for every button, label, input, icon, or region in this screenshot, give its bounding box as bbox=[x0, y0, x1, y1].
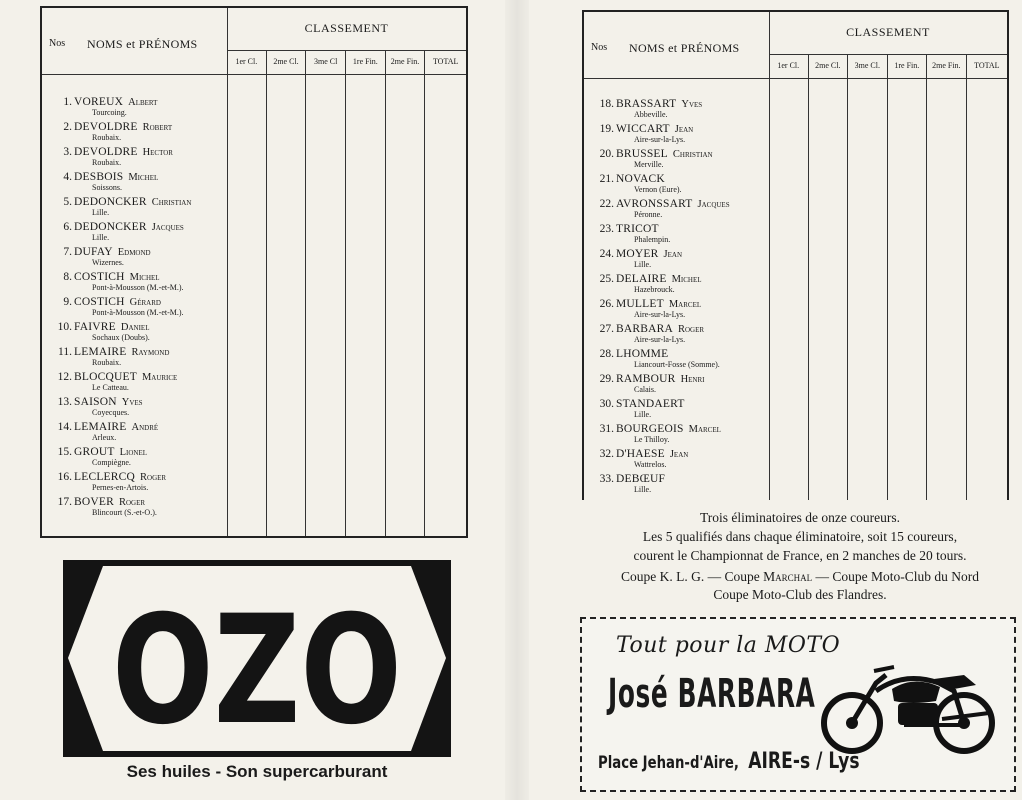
rider-city: Liancourt-Fosse (Somme). bbox=[634, 360, 720, 369]
rider-row bbox=[584, 448, 769, 473]
rider-name bbox=[616, 223, 664, 235]
rider-number: 24. bbox=[599, 248, 614, 260]
names-header bbox=[584, 12, 770, 78]
rider-row bbox=[42, 196, 227, 221]
rider-name bbox=[616, 373, 704, 385]
score-columns bbox=[769, 78, 1007, 500]
cups-line-1 bbox=[578, 568, 1022, 586]
rider-row bbox=[584, 373, 769, 398]
rider-row bbox=[584, 223, 769, 248]
rider-last-name: BRASSART bbox=[616, 98, 677, 110]
rider-row bbox=[42, 396, 227, 421]
rider-name bbox=[74, 246, 151, 258]
col-1er-cl: 1er Cl. bbox=[769, 54, 809, 78]
rider-row bbox=[42, 121, 227, 146]
rider-number: 6. bbox=[63, 221, 72, 233]
rider-name bbox=[74, 396, 143, 408]
rider-first-name: Marcel bbox=[688, 424, 721, 435]
rider-last-name: MOYER bbox=[616, 248, 659, 260]
moto-ad-slogan: Tout pour la MOTO bbox=[616, 633, 841, 658]
rider-name bbox=[74, 296, 161, 308]
rider-last-name: DESBOIS bbox=[74, 171, 124, 183]
rider-first-name: Edmond bbox=[117, 247, 151, 258]
barbara-moto-advertisement bbox=[580, 617, 1016, 792]
rider-first-name: Gérard bbox=[129, 297, 161, 308]
rider-last-name: DEVOLDRE bbox=[74, 121, 138, 133]
rider-list bbox=[584, 98, 769, 498]
rider-last-name: DEDONCKER bbox=[74, 196, 147, 208]
rider-first-name: Daniel bbox=[120, 322, 150, 333]
rider-last-name: DELAIRE bbox=[616, 273, 667, 285]
rider-row bbox=[42, 146, 227, 171]
rider-name bbox=[74, 146, 173, 158]
cups-list bbox=[578, 568, 1022, 604]
rider-number: 15. bbox=[57, 446, 72, 458]
cups-text-b: Marchal bbox=[763, 569, 813, 584]
rider-row bbox=[584, 198, 769, 223]
rider-number: 14. bbox=[57, 421, 72, 433]
rider-first-name: Maurice bbox=[141, 372, 178, 383]
rider-number: 29. bbox=[599, 373, 614, 385]
rider-last-name: GROUT bbox=[74, 446, 115, 458]
rider-last-name: BRUSSEL bbox=[616, 148, 668, 160]
rider-name bbox=[616, 448, 688, 460]
ozo-logo-graphic bbox=[63, 560, 451, 757]
rider-row bbox=[42, 446, 227, 471]
rider-row bbox=[42, 296, 227, 321]
info-line-3: courent le Championnat de France, en 2 manches de 20 tours. bbox=[633, 548, 967, 563]
rider-city: Tourcoing. bbox=[92, 108, 127, 117]
rider-city: Roubaix. bbox=[92, 158, 122, 167]
score-columns bbox=[227, 74, 466, 536]
rider-number: 22. bbox=[599, 198, 614, 210]
rider-city: Compiègne. bbox=[92, 458, 131, 467]
rider-city: Lille. bbox=[92, 233, 110, 242]
rider-city: Lille. bbox=[92, 208, 110, 217]
rider-row bbox=[584, 323, 769, 348]
rider-number: 10. bbox=[57, 321, 72, 333]
col-1er-cl: 1er Cl. bbox=[227, 50, 267, 74]
rider-name bbox=[74, 96, 157, 108]
rider-first-name: Raymond bbox=[131, 347, 170, 358]
rider-last-name: BOURGEOIS bbox=[616, 423, 684, 435]
rider-name bbox=[616, 273, 702, 285]
table-header bbox=[42, 8, 466, 75]
rider-number: 26. bbox=[599, 298, 614, 310]
rider-first-name: Christian bbox=[672, 149, 713, 160]
rider-name bbox=[74, 271, 160, 283]
rider-number: 27. bbox=[599, 323, 614, 335]
rider-number: 4. bbox=[63, 171, 72, 183]
cups-text-c: — Coupe Moto-Club du Nord bbox=[815, 569, 979, 584]
col-total: TOTAL bbox=[432, 57, 459, 66]
col-1re-fin: 1re Fin. bbox=[346, 50, 386, 74]
riders-table-right bbox=[582, 10, 1009, 500]
rider-name bbox=[616, 248, 682, 260]
rider-city: Roubaix. bbox=[92, 358, 122, 367]
rider-row bbox=[584, 298, 769, 323]
rider-first-name: Roger bbox=[678, 324, 705, 335]
classement-label: CLASSEMENT bbox=[227, 8, 466, 51]
rider-city: Vernon (Eure). bbox=[634, 185, 682, 194]
rider-last-name: AVRONSSART bbox=[616, 198, 693, 210]
rider-city: Le Thilloy. bbox=[634, 435, 670, 444]
rider-name bbox=[616, 473, 670, 485]
rider-number: 7. bbox=[63, 246, 72, 258]
names-divider bbox=[227, 74, 228, 536]
rider-number: 9. bbox=[63, 296, 72, 308]
cups-line-2: Coupe Moto-Club des Flandres. bbox=[713, 587, 887, 602]
rider-city: Abbeville. bbox=[634, 110, 668, 119]
rider-row bbox=[42, 421, 227, 446]
rider-first-name: Jean bbox=[663, 249, 683, 260]
rider-last-name: MULLET bbox=[616, 298, 664, 310]
rider-first-name: Christian bbox=[151, 197, 192, 208]
page-fold bbox=[505, 0, 529, 800]
rider-number: 13. bbox=[57, 396, 72, 408]
rider-last-name: FAIVRE bbox=[74, 321, 116, 333]
cups-text-a: Coupe K. L. G. — Coupe bbox=[620, 569, 760, 584]
rider-row bbox=[42, 96, 227, 121]
rider-name bbox=[74, 121, 172, 133]
rider-first-name: Roger bbox=[118, 497, 146, 508]
rider-city: Pont-à-Mousson (M.-et-M.). bbox=[92, 283, 184, 292]
rider-name bbox=[74, 496, 145, 508]
rider-name bbox=[74, 221, 184, 233]
rider-first-name: Michel bbox=[128, 172, 159, 183]
rider-row bbox=[584, 273, 769, 298]
rider-row bbox=[42, 321, 227, 346]
rider-city: Roubaix. bbox=[92, 133, 122, 142]
rider-last-name: LEMAIRE bbox=[74, 421, 127, 433]
rider-name bbox=[616, 423, 721, 435]
rider-row bbox=[42, 221, 227, 246]
rider-city: Hazebrouck. bbox=[634, 285, 675, 294]
col-2me-fin: 2me Fin. bbox=[386, 50, 426, 74]
rider-number: 19. bbox=[599, 123, 614, 135]
rider-number: 21. bbox=[599, 173, 614, 185]
rider-number: 18. bbox=[599, 98, 614, 110]
col-3me-cl: 3me Cl bbox=[306, 50, 346, 74]
rider-last-name: WICCART bbox=[616, 123, 670, 135]
rider-row bbox=[42, 471, 227, 496]
rider-first-name: Jacques bbox=[151, 222, 184, 233]
col-2me-cl: 2me Cl. bbox=[267, 50, 307, 74]
rider-last-name: DEDONCKER bbox=[74, 221, 147, 233]
rider-last-name: TRICOT bbox=[616, 223, 659, 235]
rider-first-name: Albert bbox=[128, 97, 158, 108]
rider-city: Pont-à-Mousson (M.-et-M.). bbox=[92, 308, 184, 317]
rider-last-name: BARBARA bbox=[616, 323, 673, 335]
rider-number: 3. bbox=[63, 146, 72, 158]
rider-city: Péronne. bbox=[634, 210, 663, 219]
rider-last-name: BOVER bbox=[74, 496, 114, 508]
rider-name bbox=[616, 173, 670, 185]
rider-last-name: LECLERCQ bbox=[74, 471, 136, 483]
rider-first-name: Jean bbox=[669, 449, 689, 460]
rider-number: 11. bbox=[58, 346, 72, 358]
motorcycle-icon bbox=[814, 661, 999, 756]
rider-city: Merville. bbox=[634, 160, 664, 169]
rider-city: Aire-sur-la-Lys. bbox=[634, 310, 686, 319]
rider-row bbox=[42, 346, 227, 371]
rider-row bbox=[584, 98, 769, 123]
rider-number: 23. bbox=[599, 223, 614, 235]
rider-number: 5. bbox=[63, 196, 72, 208]
rider-row bbox=[584, 123, 769, 148]
column-headers bbox=[227, 50, 466, 74]
rider-row bbox=[584, 473, 769, 498]
rider-first-name: Jean bbox=[674, 124, 694, 135]
rider-first-name: Henri bbox=[680, 374, 705, 385]
rider-city: Lille. bbox=[634, 260, 652, 269]
ozo-logo-text: OZO bbox=[112, 584, 402, 757]
rider-number: 28. bbox=[599, 348, 614, 360]
rider-last-name: DUFAY bbox=[74, 246, 113, 258]
rider-city: Calais. bbox=[634, 385, 656, 394]
rider-last-name: SAISON bbox=[74, 396, 117, 408]
rider-last-name: LEMAIRE bbox=[74, 346, 127, 358]
rider-name bbox=[74, 171, 158, 183]
rider-city: Pernes-en-Artois. bbox=[92, 483, 149, 492]
rider-first-name: Marcel bbox=[668, 299, 702, 310]
column-headers bbox=[769, 54, 1007, 78]
rider-number: 31. bbox=[599, 423, 614, 435]
rider-first-name: Robert bbox=[142, 122, 173, 133]
col-1re-fin: 1re Fin. bbox=[888, 54, 928, 78]
ozo-tagline: Ses huiles - Son supercarburant bbox=[126, 762, 388, 781]
rider-last-name: DEVOLDRE bbox=[74, 146, 138, 158]
moto-ad-brand: José BARBARA bbox=[608, 671, 816, 717]
rider-last-name: VOREUX bbox=[74, 96, 124, 108]
info-line-2: Les 5 qualifiés dans chaque éliminatoire, soit 15 coureurs, bbox=[642, 529, 958, 544]
rider-number: 32. bbox=[599, 448, 614, 460]
rider-last-name: NOVACK bbox=[616, 173, 665, 185]
rider-name bbox=[74, 446, 147, 458]
ozo-advertisement bbox=[63, 560, 451, 757]
rider-number: 2. bbox=[63, 121, 72, 133]
rider-row bbox=[584, 423, 769, 448]
rider-row bbox=[42, 271, 227, 296]
rider-name bbox=[74, 471, 166, 483]
rider-last-name: LHOMME bbox=[616, 348, 669, 360]
rider-city: Lille. bbox=[634, 410, 652, 419]
rider-number: 17. bbox=[57, 496, 72, 508]
rider-row bbox=[42, 496, 227, 521]
rider-row bbox=[584, 148, 769, 173]
riders-table-left bbox=[40, 6, 468, 538]
rider-number: 16. bbox=[57, 471, 72, 483]
rider-row bbox=[584, 348, 769, 373]
col-2me-fin: 2me Fin. bbox=[927, 54, 967, 78]
rider-last-name: DEBŒUF bbox=[616, 473, 666, 485]
rider-row bbox=[584, 173, 769, 198]
rider-first-name: André bbox=[131, 422, 159, 433]
rider-name bbox=[616, 298, 701, 310]
rider-city: Aire-sur-la-Lys. bbox=[634, 335, 686, 344]
rider-row bbox=[42, 171, 227, 196]
rider-name bbox=[74, 321, 149, 333]
rider-last-name: BLOCQUET bbox=[74, 371, 137, 383]
rider-name bbox=[616, 323, 704, 335]
rider-first-name: Lionel bbox=[119, 447, 148, 458]
rider-last-name: RAMBOUR bbox=[616, 373, 676, 385]
rider-first-name: Michel bbox=[129, 272, 160, 283]
rider-first-name: Michel bbox=[671, 274, 702, 285]
rider-name bbox=[616, 198, 730, 210]
rider-city: Wizernes. bbox=[92, 258, 124, 267]
rider-number: 8. bbox=[63, 271, 72, 283]
moto-ad-city: AIRE-s / Lys bbox=[748, 749, 860, 774]
rider-city: Le Catteau. bbox=[92, 383, 129, 392]
col-2me-cl: 2me Cl. bbox=[809, 54, 849, 78]
col-3me-cl: 3me Cl. bbox=[848, 54, 888, 78]
rider-list bbox=[42, 96, 227, 521]
rider-row bbox=[42, 371, 227, 396]
rider-city: Sochaux (Doubs). bbox=[92, 333, 150, 342]
names-header bbox=[42, 8, 228, 74]
rider-last-name: COSTICH bbox=[74, 271, 125, 283]
rider-city: Phalempin. bbox=[634, 235, 671, 244]
info-line-1: Trois éliminatoires de onze coureurs. bbox=[699, 510, 901, 525]
rider-name bbox=[74, 346, 169, 358]
nos-label: Nos bbox=[591, 42, 608, 53]
rider-last-name: STANDAERT bbox=[616, 398, 685, 410]
race-info bbox=[578, 508, 1022, 565]
rider-first-name: Yves bbox=[681, 99, 703, 110]
table-header bbox=[584, 12, 1007, 79]
classement-label: CLASSEMENT bbox=[769, 12, 1007, 55]
rider-name bbox=[616, 398, 690, 410]
rider-city: Arleux. bbox=[92, 433, 117, 442]
rider-city: Blincourt (S.-et-O.). bbox=[92, 508, 157, 517]
rider-last-name: D'HAESE bbox=[616, 448, 665, 460]
rider-number: 25. bbox=[599, 273, 614, 285]
names-label: NOMS et PRÉNOMS bbox=[629, 41, 740, 55]
nos-label: Nos bbox=[49, 38, 66, 49]
rider-row bbox=[584, 398, 769, 423]
rider-row bbox=[584, 248, 769, 273]
rider-last-name: COSTICH bbox=[74, 296, 125, 308]
rider-first-name: Yves bbox=[121, 397, 143, 408]
col-total: TOTAL bbox=[974, 61, 1000, 70]
rider-city: Aire-sur-la-Lys. bbox=[634, 135, 686, 144]
rider-first-name: Hector bbox=[142, 147, 173, 158]
rider-city: Coyecques. bbox=[92, 408, 130, 417]
rider-first-name: Roger bbox=[140, 472, 167, 483]
rider-first-name: Jacques bbox=[697, 199, 730, 210]
rider-row bbox=[42, 246, 227, 271]
rider-name bbox=[616, 98, 702, 110]
rider-name bbox=[616, 123, 693, 135]
rider-name bbox=[74, 196, 191, 208]
rider-city: Wattrelos. bbox=[634, 460, 667, 469]
rider-number: 1. bbox=[63, 96, 72, 108]
rider-name bbox=[616, 148, 713, 160]
rider-number: 30. bbox=[599, 398, 614, 410]
rider-number: 12. bbox=[57, 371, 72, 383]
rider-name bbox=[74, 371, 177, 383]
rider-name bbox=[74, 421, 158, 433]
rider-city: Soissons. bbox=[92, 183, 123, 192]
rider-number: 20. bbox=[599, 148, 614, 160]
rider-name bbox=[616, 348, 673, 360]
names-divider bbox=[769, 78, 770, 500]
rider-city: Lille. bbox=[634, 485, 652, 494]
names-label: NOMS et PRÉNOMS bbox=[87, 37, 198, 51]
rider-number: 33. bbox=[599, 473, 614, 485]
moto-ad-street: Place Jehan-d'Aire, bbox=[598, 753, 739, 773]
